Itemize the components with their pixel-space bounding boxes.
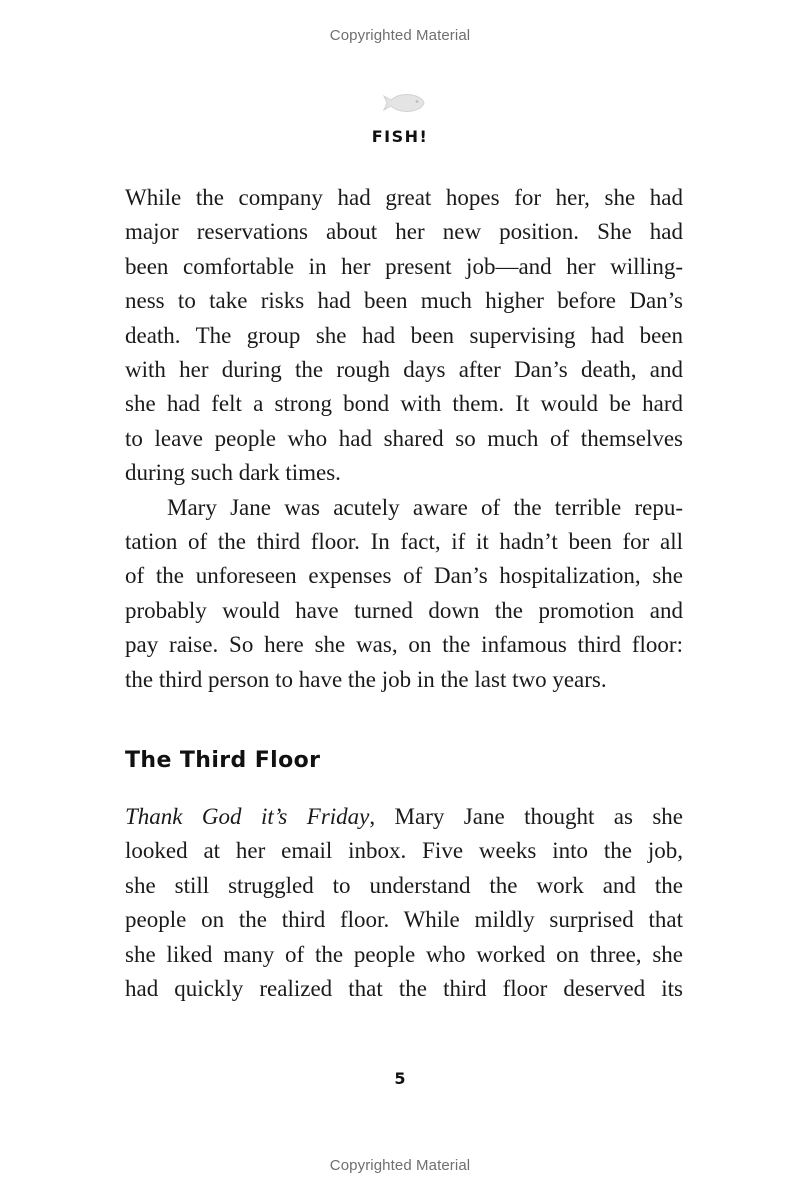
text-line: While the company had great hopes for her, she had [125,185,683,210]
text-line: probably would have turned down the promotion and [125,597,683,623]
text-line [125,800,683,834]
text-line: with her during the rough days after Dan’s death, and [125,357,683,383]
text-line: of the unforeseen expenses of Dan’s hospitalization, she [125,563,683,589]
text-line: major reservations about her new position. She had [125,219,683,245]
body-text-upper [125,181,683,697]
text-line: ness to take risks had been much higher before Dan’s [125,288,683,314]
text-fragment: , Mary Jane thought as she [369,804,683,829]
paragraph-1 [125,181,683,491]
italic-thought: Thank God it’s Friday [125,804,370,829]
body-text-lower [125,800,683,1006]
text-line: to leave people who had shared so much of themselves [125,425,683,451]
text-line: looked at her email inbox. Five weeks into the job, [125,838,683,864]
text-line: been comfortable in her present job—and her willing- [125,253,683,279]
text-line: had quickly realized that the third floor deserved its [125,976,683,1002]
paragraph-2 [125,491,683,697]
running-head-title: FISH! [371,127,429,146]
fish-icon [382,91,426,115]
text-line: pay raise. So here she was, on the infamous third floor: [125,632,683,658]
text-line: Mary Jane was acutely aware of the terrible repu- [167,494,683,520]
text-line: people on the third floor. While mildly surprised that [125,907,683,933]
text-line: tation of the third floor. In fact, if it hadn’t been for all [125,529,683,555]
copyright-watermark-top: Copyrighted Material [329,27,471,44]
text-line: during such dark times. [125,460,341,486]
copyright-watermark-bottom: Copyrighted Material [329,1157,471,1174]
page-number: 5 [394,1069,406,1088]
paragraph-3 [125,800,683,1006]
text-line: death. The group she had been supervising had been [125,322,683,348]
text-line: she liked many of the people who worked on three, she [125,941,683,967]
text-line: she had felt a strong bond with them. It would be hard [125,391,683,417]
text-line: she still struggled to understand the work and the [125,872,683,898]
section-heading: The Third Floor [125,748,321,773]
text-line: the third person to have the job in the last two years. [125,666,607,692]
